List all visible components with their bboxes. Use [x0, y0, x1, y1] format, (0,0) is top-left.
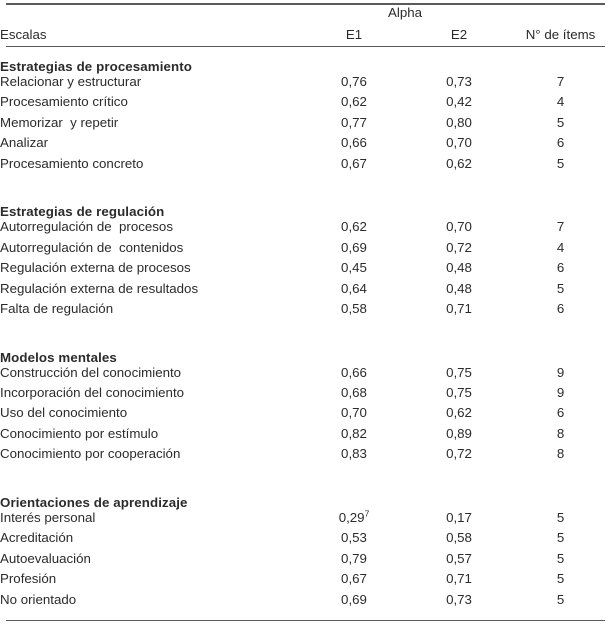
value-e1: 0,69	[341, 591, 367, 607]
value-e1: 0,67	[341, 571, 367, 587]
value-e1: 0,53	[341, 530, 367, 546]
table-row	[0, 219, 611, 239]
section-header-e2-empty	[408, 51, 510, 74]
value-e1: 0,83	[341, 446, 367, 462]
section-header-row	[0, 51, 611, 74]
section-header-items-empty	[510, 342, 611, 365]
section-header-row	[0, 342, 611, 365]
scale-name: No orientado	[0, 591, 77, 607]
section-header-e1-empty	[300, 487, 408, 510]
scale-name: Conocimiento por cooperación	[0, 446, 181, 462]
section-header-e1-empty	[300, 196, 408, 219]
section-title: Orientaciones de aprendizaje	[0, 495, 188, 511]
value-e1: 0,76	[341, 74, 367, 89]
table-row	[0, 135, 611, 155]
table-row	[0, 281, 611, 301]
value-items: 5	[556, 114, 565, 130]
value-e1: 0,70	[341, 405, 367, 421]
table-row	[0, 301, 611, 321]
value-items: 8	[556, 425, 565, 441]
scale-name: Autoevaluación	[0, 550, 91, 566]
table-row	[0, 551, 611, 571]
value-e1: 0,64	[341, 280, 367, 296]
section-title: Estrategias de procesamiento	[0, 59, 192, 74]
scale-name: Analizar	[0, 135, 49, 151]
column-header-items: N° de ítems	[525, 27, 596, 42]
scale-name: Regulación externa de procesos	[0, 260, 191, 276]
value-items: 9	[556, 385, 565, 401]
scale-name: Profesión	[0, 571, 57, 587]
section-spacer	[0, 321, 611, 341]
section-header-items-empty	[510, 51, 611, 74]
group-header-spacer	[0, 0, 300, 27]
value-items: 9	[556, 364, 565, 380]
table-row	[0, 74, 611, 94]
table-row	[0, 426, 611, 446]
value-items: 5	[556, 550, 565, 566]
value-e1: 0,77	[341, 114, 367, 130]
section-header-e2-empty	[408, 342, 510, 365]
table-row	[0, 240, 611, 260]
value-e2: 0,75	[446, 385, 472, 401]
value-e2: 0,62	[446, 405, 472, 421]
value-e1: 0,58	[341, 300, 367, 316]
value-e2: 0,70	[446, 219, 472, 235]
value-items: 4	[556, 239, 565, 255]
table-row	[0, 260, 611, 280]
section-spacer-cell	[0, 321, 611, 341]
value-items: 5	[556, 571, 565, 587]
section-spacer-cell	[0, 176, 611, 196]
value-e2: 0,58	[446, 530, 472, 546]
value-items: 8	[556, 446, 565, 462]
scale-name: Falta de regulación	[0, 300, 114, 316]
value-e2: 0,57	[446, 550, 472, 566]
section-header-row	[0, 487, 611, 510]
scale-name: Incorporación del conocimiento	[0, 385, 185, 401]
value-e2: 0,75	[446, 364, 472, 380]
value-items: 5	[556, 510, 565, 526]
section-header-items-empty	[510, 487, 611, 510]
value-items: 6	[556, 135, 565, 151]
scale-name: Uso del conocimiento	[0, 405, 128, 421]
value-e1: 0,69	[341, 239, 367, 255]
value-e2: 0,72	[446, 446, 472, 462]
value-e2: 0,48	[446, 260, 472, 276]
column-header-row	[0, 27, 611, 51]
section-header-e1-empty	[300, 342, 408, 365]
column-header-scalas: Escalas	[0, 27, 47, 42]
footnote-marker: 7	[364, 508, 370, 519]
value-items: 7	[556, 219, 565, 235]
value-items: 4	[556, 94, 565, 110]
scale-name: Conocimiento por estímulo	[0, 425, 159, 441]
table-row	[0, 115, 611, 135]
table-row	[0, 405, 611, 425]
section-header-items-empty	[510, 196, 611, 219]
value-items: 6	[556, 405, 565, 421]
value-e1: 0,68	[341, 385, 367, 401]
section-header-e2-empty	[408, 487, 510, 510]
value-e2: 0,70	[446, 135, 472, 151]
value-e1: 0,45	[341, 260, 367, 276]
value-e2: 0,71	[446, 300, 472, 316]
section-title: Estrategias de regulación	[0, 204, 165, 220]
scale-name: Memorizar y repetir	[0, 114, 119, 130]
scale-name: Procesamiento concreto	[0, 155, 144, 171]
table-body	[0, 51, 611, 612]
column-header-e1: E1	[345, 27, 363, 42]
value-e2: 0,71	[446, 571, 472, 587]
section-header-row	[0, 196, 611, 219]
section-header-e1-empty	[300, 51, 408, 74]
value-e2: 0,73	[446, 74, 472, 89]
value-e1: 0,29$^7$	[338, 508, 370, 526]
value-e2: 0,42	[446, 94, 472, 110]
table-row	[0, 94, 611, 114]
value-e1: 0,66	[341, 364, 367, 380]
scale-name: Construcción del conocimiento	[0, 364, 182, 380]
table-row	[0, 510, 611, 530]
value-e1: 0,62	[341, 94, 367, 110]
value-e2: 0,73	[446, 591, 472, 607]
scale-name: Procesamiento crítico	[0, 94, 128, 110]
scale-name: Relacionar y estructurar	[0, 74, 142, 89]
value-e2: 0,89	[446, 425, 472, 441]
group-header-spacer-right	[510, 0, 611, 27]
scale-name: Autorregulación de contenidos	[0, 239, 184, 255]
value-items: 5	[556, 591, 565, 607]
value-e1: 0,67	[341, 155, 367, 171]
value-e2: 0,72	[446, 239, 472, 255]
section-header-e2-empty	[408, 196, 510, 219]
section-title: Modelos mentales	[0, 349, 117, 365]
value-e2: 0,62	[446, 155, 472, 171]
table-row	[0, 571, 611, 591]
table-row	[0, 385, 611, 405]
group-header-alpha: Alpha	[388, 5, 423, 20]
value-items: 5	[556, 280, 565, 296]
value-items: 6	[556, 300, 565, 316]
scale-name: Interés personal	[0, 510, 96, 526]
scale-name: Autorregulación de procesos	[0, 219, 173, 235]
value-e1: 0,82	[341, 425, 367, 441]
section-spacer-cell	[0, 467, 611, 487]
table-bottom-rule	[6, 620, 605, 621]
table-row	[0, 365, 611, 385]
value-e1: 0,62	[341, 219, 367, 235]
value-items: 5	[556, 155, 565, 171]
scale-name: Regulación externa de resultados	[0, 280, 199, 296]
column-header-e2: E2	[450, 27, 468, 42]
value-items: 7	[556, 74, 565, 89]
section-spacer	[0, 176, 611, 196]
value-e2: 0,17	[446, 510, 472, 526]
value-items: 5	[556, 530, 565, 546]
section-spacer	[0, 467, 611, 487]
group-header-row	[0, 0, 611, 27]
value-e2: 0,80	[446, 114, 472, 130]
scale-name: Acreditación	[0, 530, 74, 546]
table-row	[0, 446, 611, 466]
table-row	[0, 156, 611, 176]
value-e1: 0,79	[341, 550, 367, 566]
table-row	[0, 592, 611, 612]
table-row	[0, 530, 611, 550]
table-header	[0, 0, 611, 51]
value-e2: 0,48	[446, 280, 472, 296]
value-e1: 0,66	[341, 135, 367, 151]
value-items: 6	[556, 260, 565, 276]
